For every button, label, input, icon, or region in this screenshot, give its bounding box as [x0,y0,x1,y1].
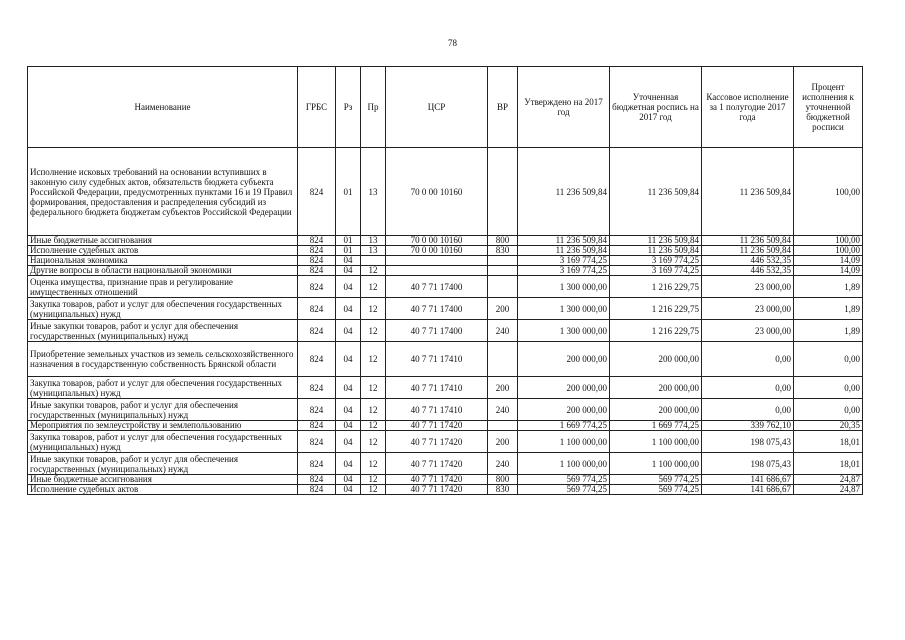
cell-percent: 100,00 [794,236,863,246]
table-row [28,399,863,421]
table-row [28,246,863,256]
cell-cash: 0,00 [702,342,794,377]
cell-refined: 11 236 509,84 [610,148,702,236]
table-row [28,342,863,377]
cell-csr: 40 7 71 17410 [386,399,488,421]
cell-csr: 70 0 00 10160 [386,148,488,236]
cell-approved: 3 169 774,25 [518,266,610,276]
cell-csr: 40 7 71 17420 [386,475,488,485]
cell-cash: 198 075,43 [702,453,794,475]
cell-vr [488,148,518,236]
budget-table [27,66,863,495]
page-number: 78 [448,38,457,48]
cell-refined: 3 169 774,25 [610,256,702,266]
cell-approved: 1 669 774,25 [518,421,610,431]
cell-refined: 11 236 509,84 [610,246,702,256]
table-body [28,148,863,495]
table-row [28,377,863,399]
cell-percent: 14,09 [794,256,863,266]
cell-rz: 04 [336,266,361,276]
cell-approved: 569 774,25 [518,485,610,495]
cell-percent: 0,00 [794,342,863,377]
cell-approved: 11 236 509,84 [518,148,610,236]
table-row [28,266,863,276]
cell-name: Исполнение судебных актов [28,485,298,495]
cell-rz: 04 [336,342,361,377]
cell-csr: 40 7 71 17420 [386,453,488,475]
header-grbs: ГРБС [298,67,336,148]
cell-pr: 12 [361,320,386,342]
cell-percent: 1,89 [794,298,863,320]
cell-vr: 800 [488,475,518,485]
table-row [28,453,863,475]
cell-pr: 12 [361,421,386,431]
cell-name: Мероприятия по землеустройству и землепользованию [28,421,298,431]
cell-refined: 3 169 774,25 [610,266,702,276]
cell-cash: 446 532,35 [702,266,794,276]
cell-vr [488,276,518,298]
cell-cash: 446 532,35 [702,256,794,266]
cell-cash: 11 236 509,84 [702,246,794,256]
cell-pr: 13 [361,236,386,246]
table-row [28,320,863,342]
cell-grbs: 824 [298,453,336,475]
cell-vr: 200 [488,377,518,399]
cell-rz: 04 [336,377,361,399]
cell-refined: 1 100 000,00 [610,453,702,475]
cell-approved: 11 236 509,84 [518,246,610,256]
cell-approved: 569 774,25 [518,475,610,485]
cell-refined: 11 236 509,84 [610,236,702,246]
cell-cash: 198 075,43 [702,431,794,453]
cell-refined: 569 774,25 [610,475,702,485]
cell-csr: 40 7 71 17400 [386,298,488,320]
cell-rz: 04 [336,276,361,298]
cell-cash: 0,00 [702,377,794,399]
cell-rz: 04 [336,431,361,453]
cell-refined: 1 669 774,25 [610,421,702,431]
cell-approved: 1 300 000,00 [518,320,610,342]
cell-grbs: 824 [298,276,336,298]
cell-grbs: 824 [298,266,336,276]
cell-vr: 240 [488,453,518,475]
cell-percent: 1,89 [794,276,863,298]
cell-grbs: 824 [298,342,336,377]
cell-csr: 40 7 71 17420 [386,431,488,453]
cell-csr: 70 0 00 10160 [386,246,488,256]
cell-approved: 3 169 774,25 [518,256,610,266]
table-row [28,256,863,266]
cell-vr [488,421,518,431]
cell-percent: 1,89 [794,320,863,342]
table-row [28,475,863,485]
header-cash: Кассовое исполнение за 1 полугодие 2017 года [702,67,794,148]
cell-pr [361,256,386,266]
cell-percent: 24,87 [794,475,863,485]
cell-percent: 100,00 [794,246,863,256]
cell-name: Другие вопросы в области национальной экономики [28,266,298,276]
cell-approved: 1 300 000,00 [518,298,610,320]
cell-refined: 1 216 229,75 [610,298,702,320]
cell-refined: 1 100 000,00 [610,431,702,453]
cell-rz: 01 [336,148,361,236]
cell-pr: 12 [361,453,386,475]
cell-rz: 04 [336,485,361,495]
cell-grbs: 824 [298,298,336,320]
cell-pr: 12 [361,377,386,399]
cell-approved: 200 000,00 [518,377,610,399]
cell-grbs: 824 [298,421,336,431]
cell-vr: 200 [488,298,518,320]
cell-name: Исполнение судебных актов [28,246,298,256]
table-row [28,485,863,495]
cell-grbs: 824 [298,236,336,246]
header-csr: ЦСР [386,67,488,148]
cell-vr [488,256,518,266]
cell-pr: 13 [361,246,386,256]
table-row [28,236,863,246]
cell-grbs: 824 [298,431,336,453]
cell-csr: 40 7 71 17400 [386,276,488,298]
cell-pr: 12 [361,431,386,453]
header-percent: Процент исполнения к уточненной бюджетной росписи [794,67,863,148]
cell-approved: 1 100 000,00 [518,431,610,453]
cell-grbs: 824 [298,377,336,399]
cell-name: Закупка товаров, работ и услуг для обеспечения государственных (муниципальных) нужд [28,431,298,453]
cell-percent: 100,00 [794,148,863,236]
cell-rz: 04 [336,298,361,320]
cell-rz: 04 [336,475,361,485]
cell-vr [488,342,518,377]
cell-cash: 11 236 509,84 [702,236,794,246]
cell-pr: 12 [361,298,386,320]
cell-approved: 200 000,00 [518,342,610,377]
cell-refined: 200 000,00 [610,399,702,421]
cell-pr: 12 [361,276,386,298]
cell-cash: 11 236 509,84 [702,148,794,236]
cell-csr [386,256,488,266]
header-name: Наименование [28,67,298,148]
cell-cash: 23 000,00 [702,320,794,342]
cell-percent: 14,09 [794,266,863,276]
cell-csr: 40 7 71 17400 [386,320,488,342]
cell-name: Приобретение земельных участков из земель сельскохозяйственного назначения в государственную собственность Брянской области [28,342,298,377]
cell-cash: 23 000,00 [702,276,794,298]
header-rz: Рз [336,67,361,148]
cell-rz: 04 [336,453,361,475]
cell-pr: 12 [361,266,386,276]
cell-pr: 12 [361,485,386,495]
cell-name: Оценка имущества, признание прав и регулирование имущественных отношений [28,276,298,298]
cell-name: Иные закупки товаров, работ и услуг для обеспечения государственных (муниципальных) нужд [28,320,298,342]
cell-percent: 0,00 [794,377,863,399]
cell-grbs: 824 [298,475,336,485]
cell-percent: 18,01 [794,453,863,475]
cell-cash: 141 686,67 [702,475,794,485]
table-row [28,276,863,298]
cell-pr: 13 [361,148,386,236]
cell-vr: 200 [488,431,518,453]
cell-name: Закупка товаров, работ и услуг для обеспечения государственных (муниципальных) нужд [28,298,298,320]
cell-cash: 0,00 [702,399,794,421]
cell-pr: 12 [361,399,386,421]
cell-name: Иные закупки товаров, работ и услуг для обеспечения государственных (муниципальных) нужд [28,453,298,475]
cell-pr: 12 [361,475,386,485]
cell-refined: 1 216 229,75 [610,320,702,342]
cell-csr: 70 0 00 10160 [386,236,488,246]
cell-percent: 18,01 [794,431,863,453]
cell-approved: 200 000,00 [518,399,610,421]
cell-pr: 12 [361,342,386,377]
cell-percent: 0,00 [794,399,863,421]
table-row [28,148,863,236]
cell-vr: 240 [488,320,518,342]
cell-rz: 04 [336,421,361,431]
cell-vr: 830 [488,485,518,495]
header-refined: Уточненная бюджетная роспись на 2017 год [610,67,702,148]
cell-rz: 04 [336,256,361,266]
cell-csr: 40 7 71 17410 [386,377,488,399]
cell-percent: 20,35 [794,421,863,431]
cell-name: Исполнение исковых требований на основании вступивших в законную силу судебных актов, обязательств бюджета субъекта Российской Федерации, предусмотренных пунктами 16 и 19 Правил формирования, предоставления и распределения субсидий из федерального бюджета бюджетам субъектов Российской Федерации [28,148,298,236]
cell-vr [488,266,518,276]
cell-refined: 200 000,00 [610,377,702,399]
cell-grbs: 824 [298,320,336,342]
cell-name: Иные закупки товаров, работ и услуг для обеспечения государственных (муниципальных) нужд [28,399,298,421]
cell-approved: 11 236 509,84 [518,236,610,246]
cell-refined: 569 774,25 [610,485,702,495]
cell-grbs: 824 [298,256,336,266]
cell-rz: 01 [336,246,361,256]
cell-grbs: 824 [298,399,336,421]
cell-cash: 141 686,67 [702,485,794,495]
cell-name: Иные бюджетные ассигнования [28,475,298,485]
cell-refined: 1 216 229,75 [610,276,702,298]
table-row [28,298,863,320]
cell-name: Национальная экономика [28,256,298,266]
cell-grbs: 824 [298,246,336,256]
cell-rz: 01 [336,236,361,246]
cell-grbs: 824 [298,148,336,236]
cell-rz: 04 [336,399,361,421]
cell-refined: 200 000,00 [610,342,702,377]
table-row [28,421,863,431]
cell-approved: 1 300 000,00 [518,276,610,298]
cell-cash: 339 762,10 [702,421,794,431]
table-row [28,431,863,453]
cell-csr: 40 7 71 17420 [386,421,488,431]
header-pr: Пр [361,67,386,148]
cell-grbs: 824 [298,485,336,495]
cell-csr [386,266,488,276]
header-vr: ВР [488,67,518,148]
cell-csr: 40 7 71 17420 [386,485,488,495]
cell-name: Иные бюджетные ассигнования [28,236,298,246]
header-approved: Утверждено на 2017 год [518,67,610,148]
cell-name: Закупка товаров, работ и услуг для обеспечения государственных (муниципальных) нужд [28,377,298,399]
cell-vr: 240 [488,399,518,421]
cell-cash: 23 000,00 [702,298,794,320]
cell-vr: 830 [488,246,518,256]
cell-csr: 40 7 71 17410 [386,342,488,377]
table-header [28,67,863,148]
cell-percent: 24,87 [794,485,863,495]
cell-approved: 1 100 000,00 [518,453,610,475]
cell-vr: 800 [488,236,518,246]
cell-rz: 04 [336,320,361,342]
